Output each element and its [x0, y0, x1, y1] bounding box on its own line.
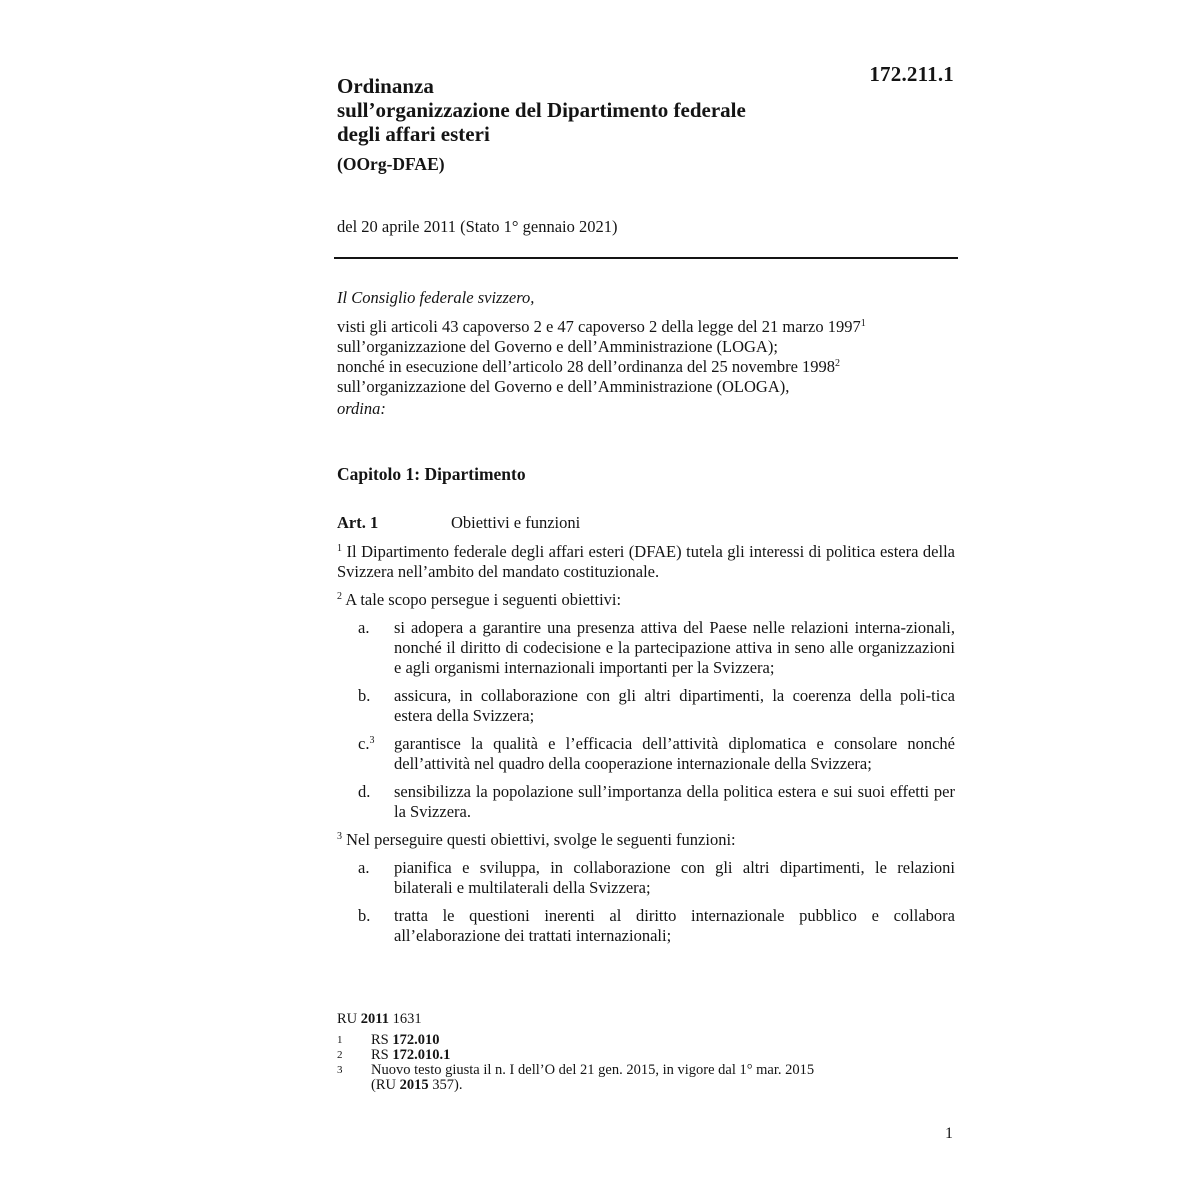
document-title — [337, 74, 897, 146]
paragraph-2: $^2$ A tale scopo persegue i seguenti obiettivi: — [337, 590, 622, 609]
page-number: 1 — [945, 1125, 953, 1142]
preamble-issuer: Il Consiglio federale svizzero, — [337, 288, 535, 307]
footnote-ref[interactable]: 1 — [860, 318, 866, 329]
official-compilation-ref: RU 2011 1631 — [337, 1011, 422, 1027]
list-item: b. tratta le questioni inerenti al diritto internazionale pubblico e collabora all’elaborazione dei trattati internazionali; — [358, 906, 955, 945]
title-abbreviation: (OOrg-DFAE) — [337, 154, 445, 174]
footnotes — [337, 1012, 957, 1093]
preamble-line: sull’organizzazione del Governo e dell’Amministrazione (LOGA); — [337, 337, 778, 356]
article-number: Art. 1 — [337, 513, 379, 532]
list-item: b. assicura, in collaborazione con gli altri dipartimenti, la coerenza della poli-tica estera della Svizzera; — [358, 686, 955, 725]
footnote-ref[interactable]: 2 — [835, 358, 841, 369]
footnote: 1 RS 172.010 — [337, 1032, 440, 1048]
footnote: 3 Nuovo testo giusta il n. I dell’O del 21 gen. 2015, in vigore dal 1° mar. 2015 (RU 2015 357). — [337, 1062, 815, 1093]
date-line: del 20 aprile 2011 (Stato 1° gennaio 2021) — [337, 217, 618, 236]
preamble-line: nonché in esecuzione dell’articolo 28 dell’ordinanza del 25 novembre 1998$^2$ — [337, 357, 841, 376]
list-item: c.$^3$ garantisce la qualità e l’efficacia dell’attività diplomatica e consolare nonché dell’attività nel quadro della cooperazione internazionale della Svizzera; — [358, 734, 955, 773]
preamble-ordina: ordina: — [337, 399, 386, 418]
article-title: Obiettivi e funzioni — [451, 513, 581, 532]
preamble-line: sull’organizzazione del Governo e dell’Amministrazione (OLOGA), — [337, 377, 790, 396]
footnote-ref[interactable]: 3 — [369, 735, 375, 746]
list-item: a. pianifica e sviluppa, in collaborazione con gli altri dipartimenti, le relazioni bilaterali e multilaterali della Svizzera; — [358, 858, 955, 897]
document-number: 172.211.1 — [869, 62, 954, 86]
title-line-2: sull’organizzazione del Dipartimento federale — [337, 98, 746, 122]
chapter-heading: Capitolo 1: Dipartimento — [337, 464, 526, 484]
footnote: 2 RS 172.010.1 — [337, 1047, 451, 1063]
paragraph-1: $^1$ Il Dipartimento federale degli affari esteri (DFAE) tutela gli interessi di politica estera della Svizzera nell’ambito del mandato costituzionale. — [337, 542, 956, 581]
preamble-line: visti gli articoli 43 capoverso 2 e 47 capoverso 2 della legge del 21 marzo 1997$^1$ — [337, 317, 866, 336]
list-item: a. si adopera a garantire una presenza attiva del Paese nelle relazioni interna-zionali, nonché il diritto di codecisione e la partecipazione attiva in seno alle organizzazioni e agli organismi internazionali importanti per la Svizzera; — [358, 618, 955, 677]
list-item: d. sensibilizza la popolazione sull’importanza della politica estera e sui suoi effetti per la Svizzera. — [358, 782, 955, 821]
title-line-1: Ordinanza — [337, 74, 434, 98]
paragraph-3: $^3$ Nel perseguire questi obiettivi, svolge le seguenti funzioni: — [337, 830, 736, 849]
article-heading — [337, 513, 957, 533]
header-divider — [334, 257, 958, 259]
title-line-3: degli affari esteri — [337, 122, 490, 146]
article-body — [337, 542, 955, 954]
preamble — [337, 288, 957, 419]
